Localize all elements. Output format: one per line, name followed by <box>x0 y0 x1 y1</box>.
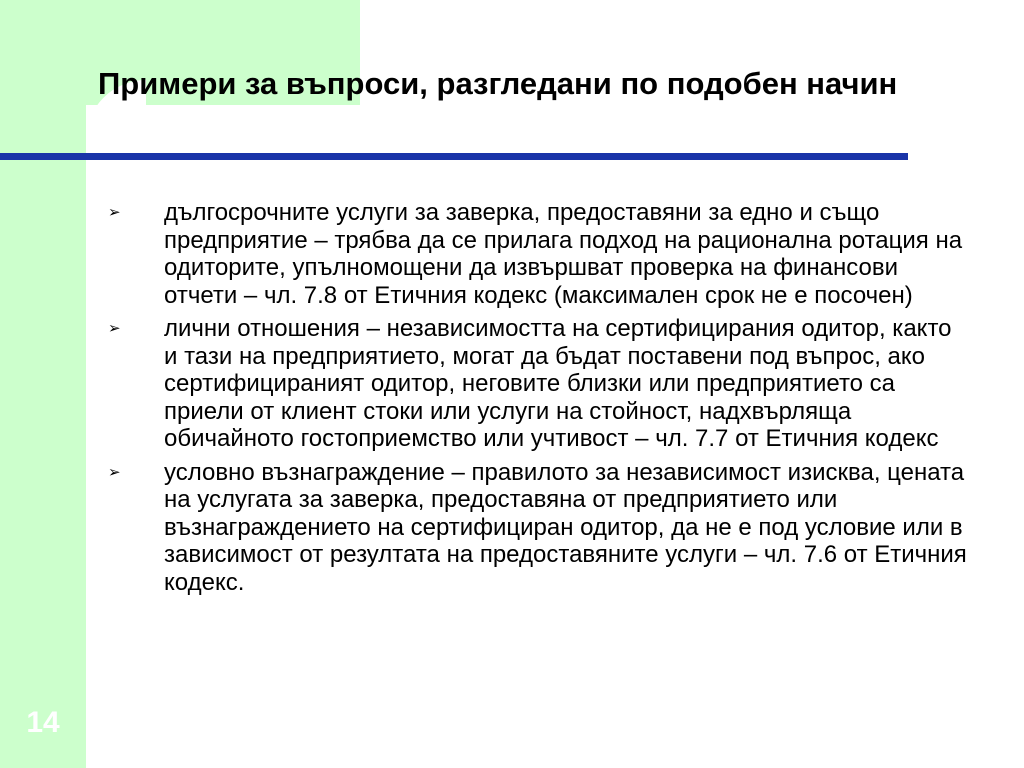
arrowhead-bullet-icon: ➢ <box>108 320 121 337</box>
slide-title: Примери за въпроси, разгледани по подобен начин <box>98 66 898 101</box>
bullet-text: условно възнаграждение – правилото за независимост изисква, цената на услугата за заверка, предоставяна от предприятието или възнаграждението на сертифициран одитор, да не е под условие или в зависимост от резултата на предоставяните услуги – чл. 7.6 от Етичния кодекс. <box>164 458 967 596</box>
title-underline-rule <box>0 153 908 160</box>
bullet-item-contingent-fee <box>108 459 968 597</box>
bullet-item-rotation <box>108 199 968 309</box>
arrowhead-bullet-icon: ➢ <box>108 204 121 221</box>
slide-number: 14 <box>26 706 60 739</box>
bullet-item-personal-relations <box>108 315 968 453</box>
bullet-list <box>108 199 968 602</box>
bullet-text: лични отношения – независимостта на сертифицирания одитор, както и тази на предприятието, могат да бъдат поставени под въпрос, ако сертифицираният одитор, неговите близки или предприятието са приели от клиент стоки или услуги на стойност, надхвърляща обичайното гостоприемство или учтивост – чл. 7.7 от Етичния кодекс <box>164 315 952 452</box>
arrowhead-bullet-icon: ➢ <box>108 463 121 481</box>
bullet-text: дългосрочните услуги за заверка, предоставяни за едно и също предприятие – трябва да се прилага подход на рационална ротация на одиторите, упълномощени да извършват проверка на финансови отчети – чл. 7.8 от Етичния кодекс (максимален срок не е посочен) <box>164 199 963 309</box>
side-accent-band <box>0 0 86 768</box>
